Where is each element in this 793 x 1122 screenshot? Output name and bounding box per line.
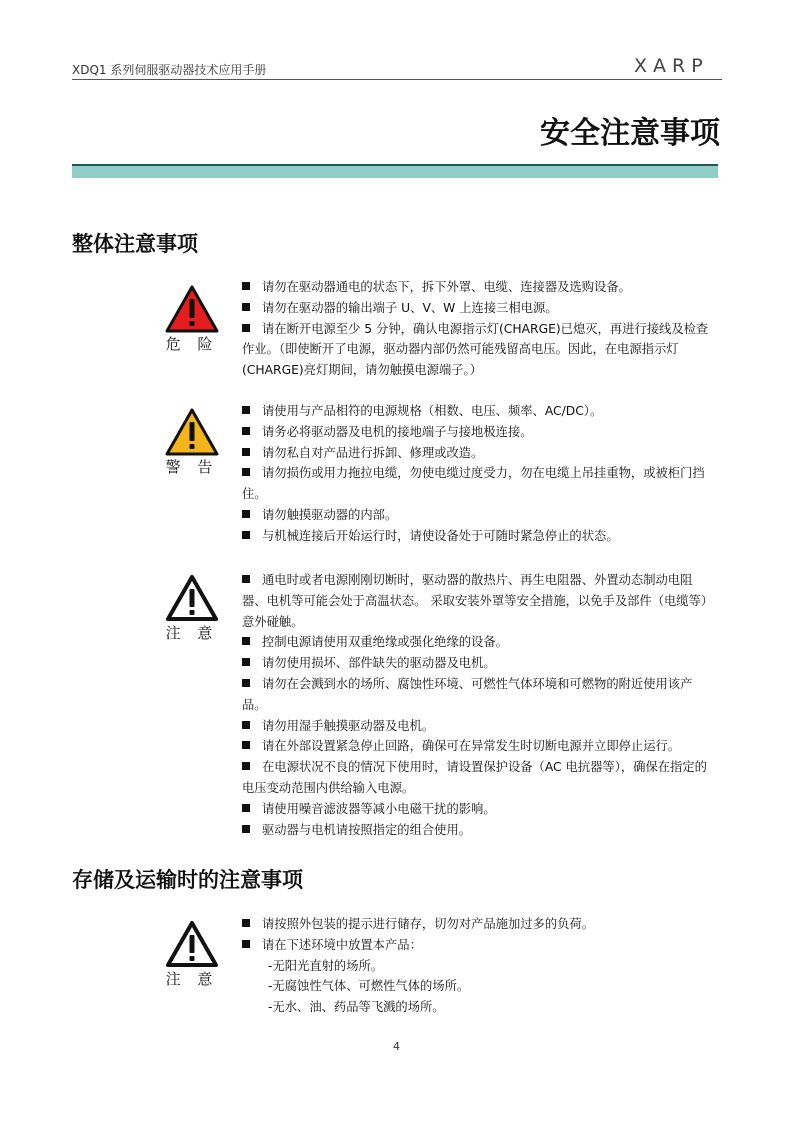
bullet-icon (242, 510, 250, 518)
bullet-icon (242, 825, 250, 833)
bullet-icon (242, 741, 250, 749)
list-item: 请使用与产品相符的电源规格（相数、电压、频率、AC/DC）。 (242, 401, 712, 422)
bullet-icon (242, 324, 250, 332)
bullet-icon (242, 427, 250, 435)
list-item: 请在断开电源至少 5 分钟，确认电源指示灯(CHARGE)已熄灭，再进行接线及检查作业。（即使断开了电源，驱动器内部仍然可能残留高电压。因此，在电源指示灯(CHARGE)亮灯期间，请勿触摸电源端子。） (242, 321, 709, 378)
list-item: 请勿损伤或用力拖拉电缆，勿使电缆过度受力，勿在电缆上吊挂重物，或被柜门挡住。 (242, 466, 705, 502)
section-heading-general: 整体注意事项 (72, 232, 198, 256)
page-title: 安全注意事项 (540, 116, 720, 151)
storage-caution-block-icon (162, 920, 222, 989)
list-item: 控制电源请使用双重绝缘或强化绝缘的设备。 (242, 632, 712, 653)
bullet-icon (242, 531, 250, 539)
list-item: 请使用噪音滤波器等减小电磁干扰的影响。 (242, 799, 712, 820)
warning-block-icon (162, 408, 222, 477)
list-item: 驱动器与电机请按照指定的组合使用。 (242, 820, 712, 841)
list-item: 请按照外包装的提示进行储存，切勿对产品施加过多的负荷。 (242, 914, 712, 935)
bullet-icon (242, 679, 250, 687)
list-item: 请勿在驱动器的输出端子 U、V、W 上连接三相电源。 (242, 298, 712, 319)
bullet-icon (242, 721, 250, 729)
brand-logo: XARP (634, 55, 709, 77)
bullet-icon (242, 658, 250, 666)
bullet-icon (242, 919, 250, 927)
list-item: 通电时或者电源刚刚切断时，驱动器的散热片、再生电阻器、外置动态制动电阻器、电机等可能会处于高温状态。 采取安装外罩等安全措施，以免手及部件（电缆等）意外碰触。 (242, 573, 708, 629)
list-item: 请勿在会溅到水的场所、腐蚀性环境、可燃性气体环境和可燃物的附近使用该产品。 (242, 676, 693, 712)
danger-list (242, 277, 712, 381)
title-accent-bar (72, 164, 718, 178)
bullet-icon (242, 406, 250, 414)
list-item: 请勿用湿手触摸驱动器及电机。 (242, 716, 712, 737)
list-item: 请务必将驱动器及电机的接地端子与接地极连接。 (242, 422, 712, 443)
bullet-icon (242, 804, 250, 812)
bullet-icon (242, 303, 250, 311)
list-subitem: -无阳光直射的场所。 (268, 958, 384, 973)
warning-triangle-icon (165, 408, 219, 456)
caution-triangle-icon (165, 920, 219, 968)
header-divider (72, 79, 722, 80)
list-item: 在电源状况不良的情况下使用时，请设置保护设备（AC 电抗器等），确保在指定的电压变动范围内供给输入电源。 (242, 760, 707, 795)
list-item: 请勿在驱动器通电的状态下，拆下外罩、电缆、连接器及选购设备。 (242, 277, 712, 298)
storage-caution-label: 注 意 (165, 970, 219, 988)
bullet-icon (242, 282, 250, 290)
list-item: 请在下述环境中放置本产品： (242, 935, 712, 956)
section-heading-storage: 存储及运输时的注意事项 (72, 868, 303, 892)
warning-list (242, 401, 712, 547)
bullet-icon (242, 940, 250, 948)
caution-block-icon (162, 574, 222, 643)
list-item: 请在外部设置紧急停止回路，确保可在异常发生时切断电源并立即停止运行。 (242, 736, 712, 757)
caution-list (242, 570, 712, 840)
danger-block-icon (162, 285, 222, 354)
danger-triangle-icon (165, 285, 219, 333)
document-header-title: XDQ1 系列伺服驱动器技术应用手册 (72, 63, 267, 77)
caution-label: 注 意 (165, 624, 219, 642)
list-subitem: -无腐蚀性气体、可燃性气体的场所。 (268, 979, 470, 994)
bullet-icon (242, 468, 250, 476)
bullet-icon (242, 637, 250, 645)
page-number: 4 (393, 1040, 400, 1053)
bullet-icon (242, 575, 250, 583)
bullet-icon (242, 448, 250, 456)
warning-label: 警 告 (165, 458, 219, 476)
caution-triangle-icon (165, 574, 219, 622)
storage-list (242, 914, 712, 1018)
list-subitem: -无水、油、药品等飞溅的场所。 (268, 1000, 445, 1015)
list-item: 请勿私自对产品进行拆卸、修理或改造。 (242, 443, 712, 464)
danger-label: 危 险 (165, 335, 219, 353)
list-item: 请勿触摸驱动器的内部。 (242, 505, 712, 526)
list-item: 请勿使用损坏、部件缺失的驱动器及电机。 (242, 653, 712, 674)
bullet-icon (242, 762, 250, 770)
list-item: 与机械连接后开始运行时，请使设备处于可随时紧急停止的状态。 (242, 526, 712, 547)
